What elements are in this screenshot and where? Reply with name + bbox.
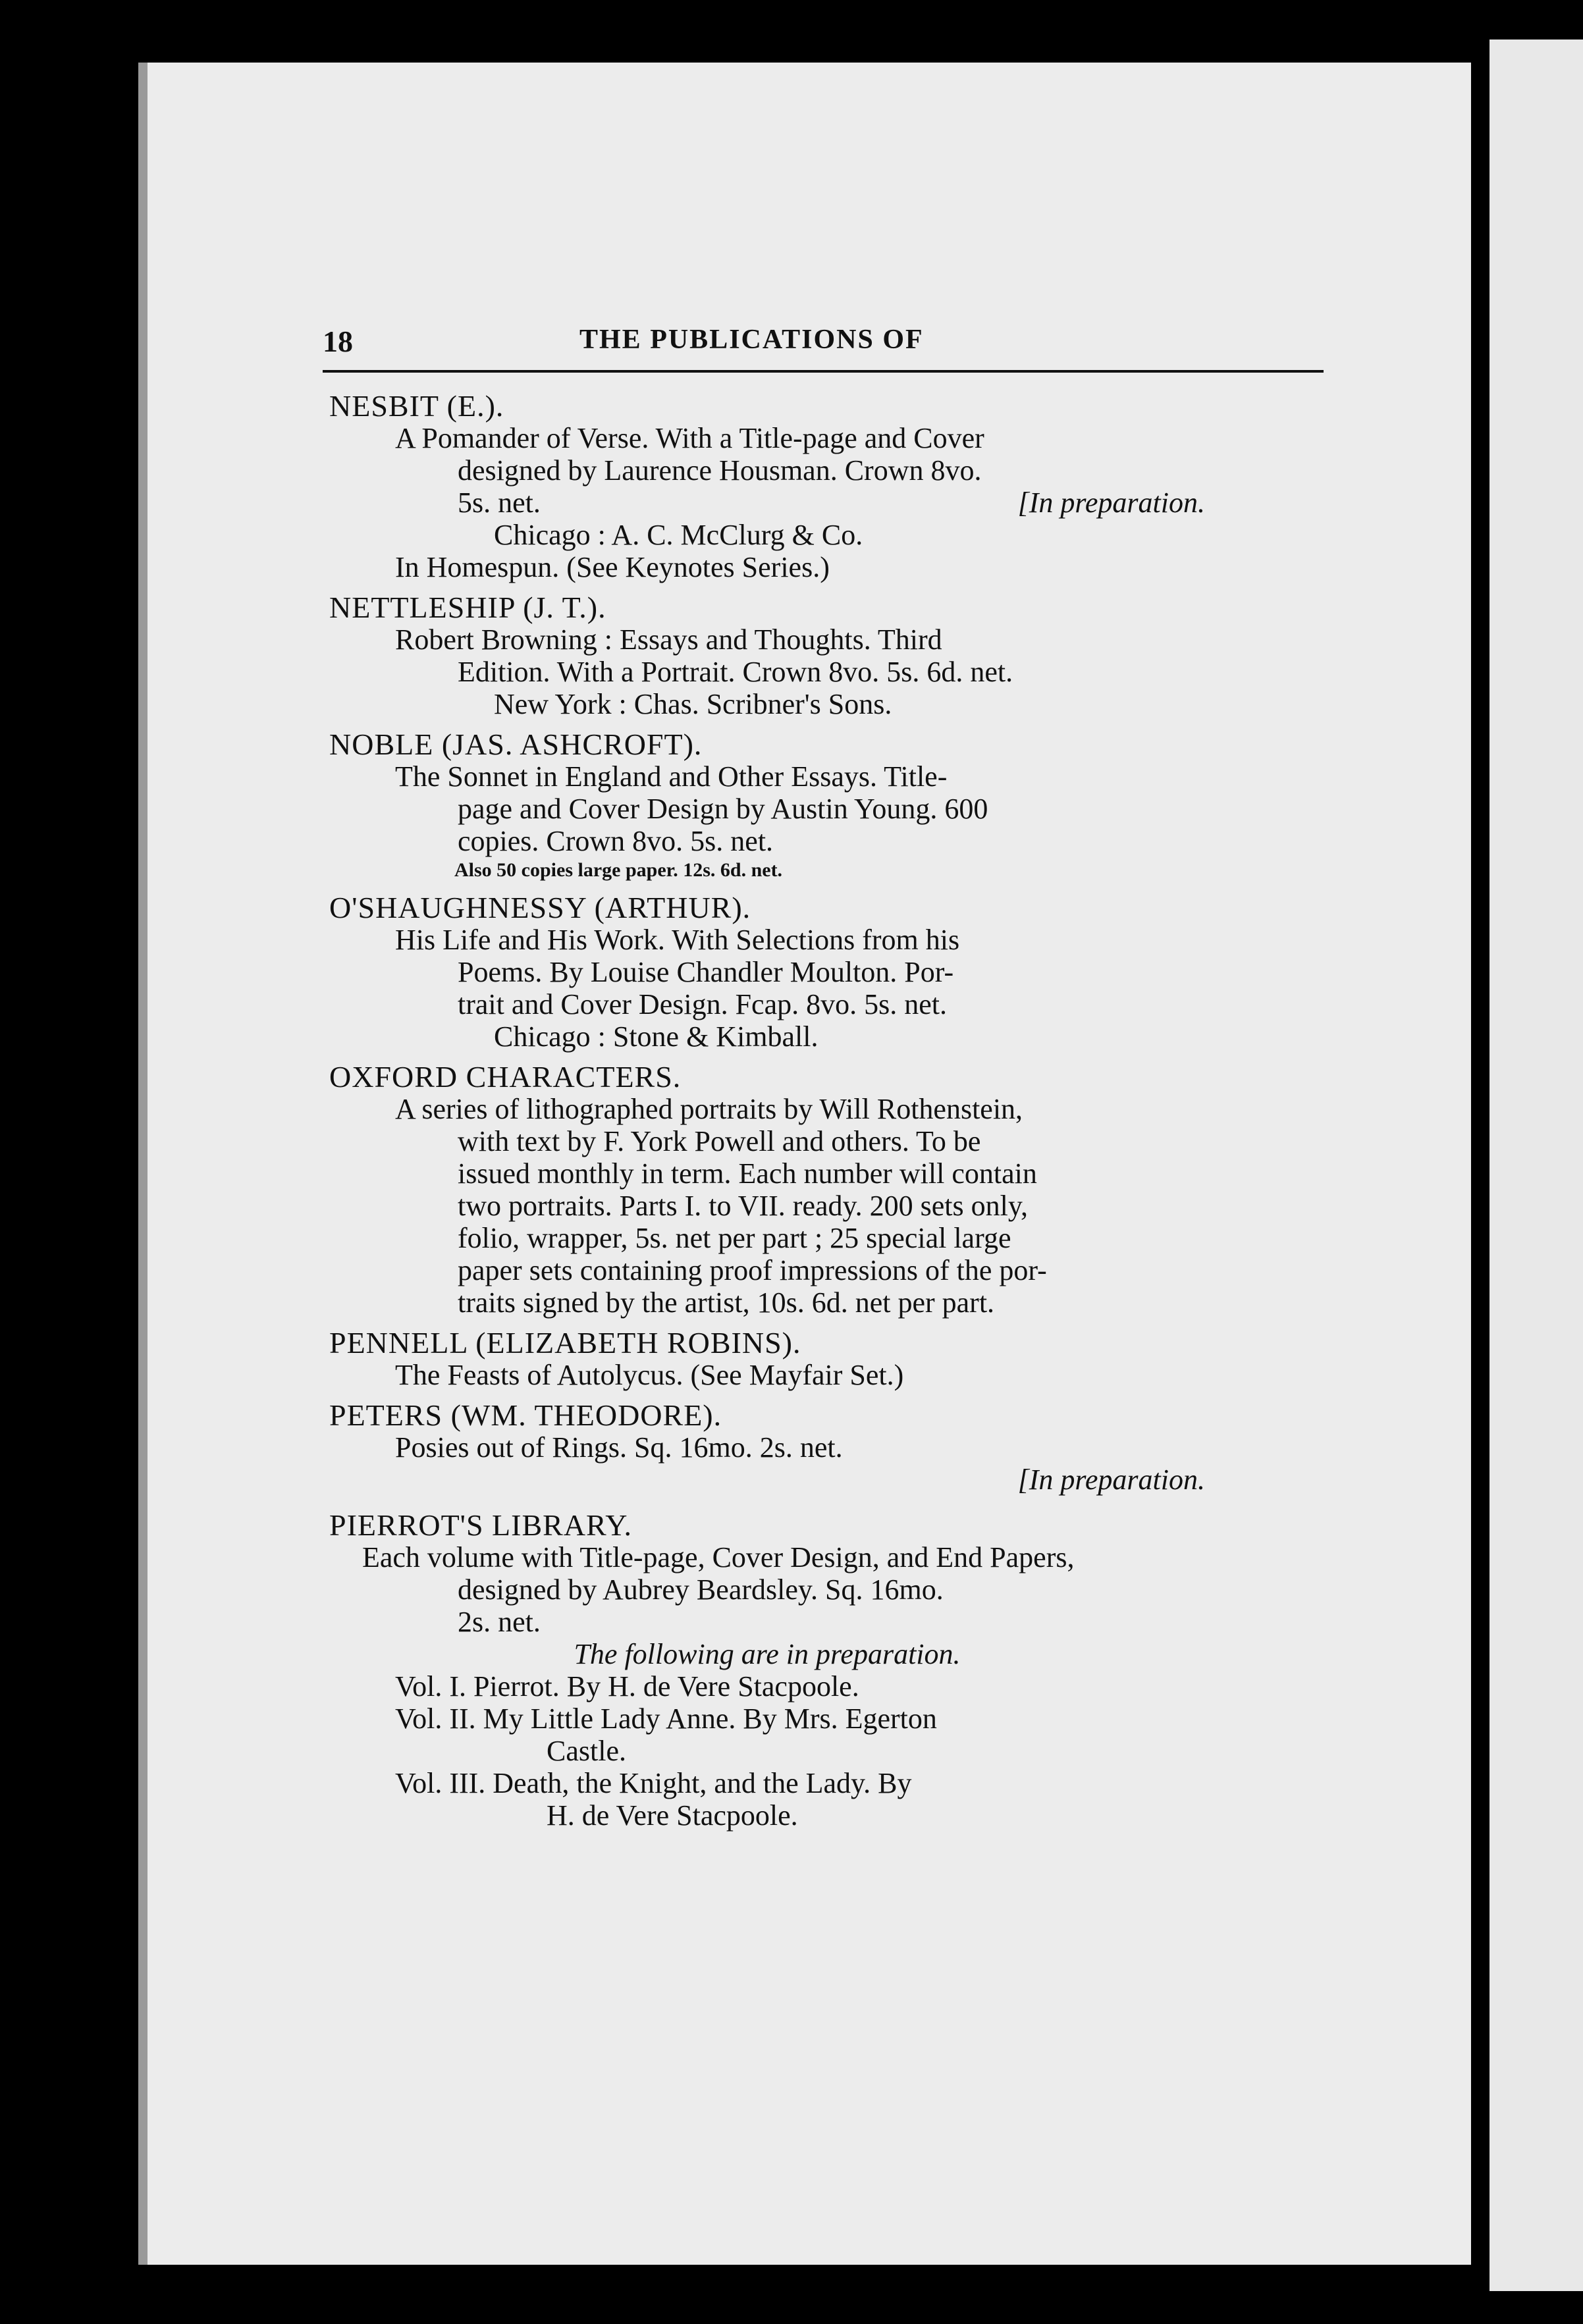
entry-line: [329, 487, 1205, 519]
entry-title-line: In Homespun. (See Keynotes Series.): [395, 551, 830, 583]
entry-author: NOBLE (JAS. ASHCROFT).: [329, 727, 703, 761]
entry-author: PETERS (WM. THEODORE).: [329, 1398, 722, 1432]
entry-author: O'SHAUGHNESSY (ARTHUR).: [329, 891, 751, 924]
entry-line: with text by F. York Powell and others. To be: [458, 1125, 981, 1157]
entry-pierrots-library: [329, 1509, 1205, 1832]
entry-publisher: New York : Chas. Scribner's Sons.: [494, 688, 892, 720]
entry-line: designed by Aubrey Beardsley. Sq. 16mo.: [458, 1573, 944, 1606]
entry-line: paper sets containing proof impressions of the por-: [458, 1254, 1047, 1286]
entry-title-line: His Life and His Work. With Selections from his: [395, 924, 960, 956]
entry-line: trait and Cover Design. Fcap. 8vo. 5s. net.: [458, 988, 947, 1020]
entry-subheading: The following are in preparation.: [574, 1638, 961, 1670]
volume-line: H. de Vere Stacpoole.: [547, 1799, 798, 1832]
volume-line: Vol. II. My Little Lady Anne. By Mrs. Egerton: [395, 1703, 937, 1735]
entry-line: two portraits. Parts I. to VII. ready. 200 sets only,: [458, 1190, 1029, 1222]
entry-publisher: Chicago : Stone & Kimball.: [494, 1020, 818, 1053]
facing-page-edge: [1489, 40, 1583, 2291]
running-head: THE PUBLICATIONS OF: [579, 325, 924, 355]
volume-line: Castle.: [547, 1735, 626, 1767]
entry-oxford-characters: [329, 1061, 1205, 1319]
entry-author: NESBIT (E.).: [329, 389, 504, 423]
entry-line: 2s. net.: [458, 1606, 541, 1638]
entry-author: OXFORD CHARACTERS.: [329, 1060, 682, 1094]
entry-author: NETTLESHIP (J. T.).: [329, 591, 606, 624]
entry-noble: [329, 728, 1205, 884]
entry-line: issued monthly in term. Each number will contain: [458, 1157, 1037, 1190]
entry-author: PIERROT'S LIBRARY.: [329, 1508, 632, 1542]
entry-title-line: The Feasts of Autolycus. (See Mayfair Set.): [395, 1359, 904, 1391]
entry-pennell: [329, 1327, 1205, 1391]
entry-line: Edition. With a Portrait. Crown 8vo. 5s. 6d. net.: [458, 656, 1013, 688]
catalogue-list: [329, 382, 1205, 1832]
entry-title-line: The Sonnet in England and Other Essays. Title-: [395, 760, 948, 793]
entry-title-line: A series of lithographed portraits by Will Rothenstein,: [395, 1093, 1023, 1125]
entry-line: Poems. By Louise Chandler Moulton. Por-: [458, 956, 954, 988]
entry-title-line: A Pomander of Verse. With a Title-page and Cover: [395, 422, 984, 454]
entry-title-line: Posies out of Rings. Sq. 16mo. 2s. net.: [395, 1431, 843, 1464]
entry-status: [In preparation.: [1017, 487, 1205, 519]
entry-peters: [329, 1399, 1205, 1496]
volume-line: Vol. III. Death, the Knight, and the Lady. By: [395, 1767, 912, 1799]
entry-line: folio, wrapper, 5s. net per part ; 25 special large: [458, 1222, 1011, 1254]
header-rule: [323, 370, 1324, 373]
entry-nettleship: [329, 591, 1205, 720]
entry-line: designed by Laurence Housman. Crown 8vo.: [458, 454, 982, 487]
page-header: [323, 263, 1324, 372]
entry-oshaughnessy: [329, 891, 1205, 1053]
page-number: 18: [323, 325, 353, 358]
volume-line: Vol. I. Pierrot. By H. de Vere Stacpoole.: [395, 1670, 859, 1703]
entry-status: [In preparation.: [1017, 1464, 1205, 1496]
entry-line: traits signed by the artist, 10s. 6d. net per part.: [458, 1286, 995, 1319]
entry-nesbit: [329, 390, 1205, 583]
entry-line: copies. Crown 8vo. 5s. net.: [458, 825, 774, 857]
entry-note: Also 50 copies large paper. 12s. 6d. net.: [454, 859, 783, 881]
entry-author: PENNELL (ELIZABETH ROBINS).: [329, 1326, 801, 1360]
entry-publisher: Chicago : A. C. McClurg & Co.: [494, 519, 863, 551]
entry-title-line: Robert Browning : Essays and Thoughts. Third: [395, 623, 942, 656]
entry-title-line: Each volume with Title-page, Cover Design, and End Papers,: [362, 1541, 1075, 1573]
entry-price: 5s. net.: [458, 487, 541, 519]
entry-line: page and Cover Design by Austin Young. 600: [458, 793, 988, 825]
